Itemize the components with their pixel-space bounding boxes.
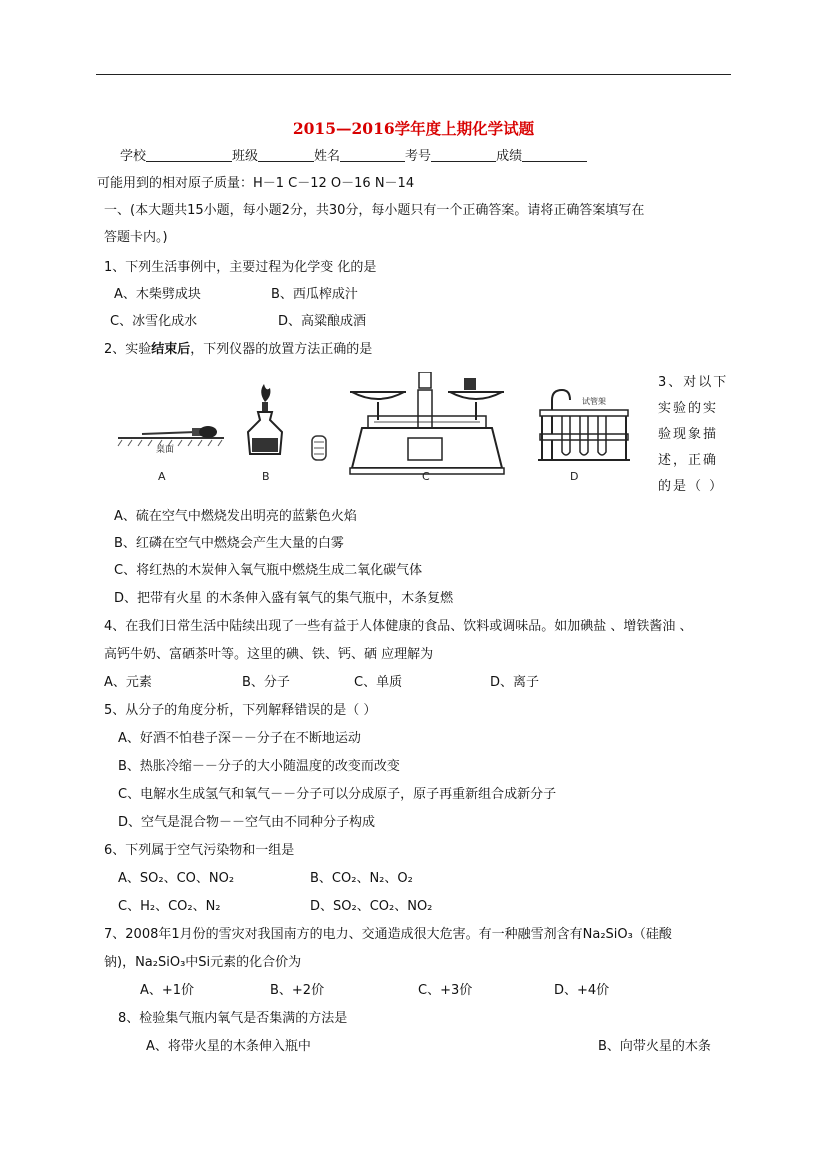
class-label: 班级 [232,149,259,164]
q4-option-c: C、单质 [354,675,403,690]
q5-option-b: B、热胀冷缩－－分子的大小随温度的改变而改变 [118,759,400,774]
fig-label-d: D [570,470,579,483]
header-rule [96,74,731,75]
q8-option-a: A、将带火星的木条伸入瓶中 [146,1039,311,1054]
q7-option-b: B、+2价 [270,983,325,998]
q7-stem-line2: 钠)，Na₂SiO₃中Si元素的化合价为 [104,955,302,970]
q4-option-a: A、元素 [104,675,152,690]
info-line [120,147,587,166]
q3-stem-line: 的是（ ） [658,479,725,494]
q5-option-c: C、电解水生成氢气和氧气－－分子可以分成原子，原子再重新组合成新分子 [118,787,557,802]
q3-option-c: C、将红热的木炭伸入氧气瓶中燃烧生成二氧化碳气体 [114,563,423,578]
q4-stem-line1: 4、在我们日常生活中陆续出现了一些有益于人体健康的食品、饮料或调味品。如加碘盐 、增铁酱油 、 [104,619,693,634]
exam-no-label: 考号 [405,149,432,164]
class-blank[interactable] [258,147,314,162]
atomic-mass-line: 可能用到的相对原子质量：H－1 C－12 O－16 N－14 [97,176,415,191]
q6-stem: 6、下列属于空气污染物和一组是 [104,843,295,858]
balance-illustration [350,372,504,483]
school-label: 学校 [120,149,147,164]
dropper-on-table-illustration [118,426,224,483]
q7-option-d: D、+4价 [554,983,610,998]
fig-label-a: A [158,470,166,483]
page-title: 2015—2016学年度上期化学试题 [292,119,535,138]
q1-stem: 1、下列生活事例中，主要过程为化学变 化的是 [104,260,377,275]
q7-option-a: A、+1价 [140,983,195,998]
q6-option-b: B、CO₂、N₂、O₂ [310,871,413,886]
section1-line1: 一、(本大题共15小题，每小题2分，共30分，每小题只有一个正确答案。请将正确答案填写在 [104,203,645,218]
q3-stem-line: 3、对以下 [658,375,729,390]
rack-text: 试管架 [582,397,606,406]
q1-option-b: B、西瓜榨成汁 [271,287,358,302]
school-blank[interactable] [146,147,232,162]
q3-option-d: D、把带有火星 的木条伸入盛有氧气的集气瓶中，木条复燃 [114,591,454,606]
q5-stem: 5、从分子的角度分析，下列解释错误的是（ ） [104,703,377,718]
q5-option-a: A、好酒不怕巷子深－－分子在不断地运动 [118,731,361,746]
q3-stem [658,370,738,500]
q2-stem-post: ，下列仪器的放置方法正确的是 [190,342,373,357]
test-tube-rack-illustration [538,390,630,483]
name-blank[interactable] [340,147,405,162]
q1-option-a: A、木柴劈成块 [114,287,201,302]
q3-option-a: A、硫在空气中燃烧发出明亮的蓝紫色火焰 [114,509,357,524]
alcohol-lamp-illustration [248,384,326,483]
q2-stem [104,341,372,359]
q2-apparatus-figure [112,372,652,490]
q6-option-a: A、SO₂、CO、NO₂ [118,871,235,886]
q3-option-b: B、红磷在空气中燃烧会产生大量的白雾 [114,536,344,551]
fig-label-c: C [422,470,430,483]
score-blank[interactable] [522,147,587,162]
exam-no-blank[interactable] [431,147,496,162]
q1-option-d: D、高粱酿成酒 [278,314,367,329]
q4-option-b: B、分子 [242,675,290,690]
q2-stem-bold: 结束后 [151,342,191,357]
q5-option-d: D、空气是混合物－－空气由不同种分子构成 [118,815,376,830]
q8-option-b: B、向带火星的木条 [598,1039,711,1054]
q3-stem-line: 验现象描 [658,427,719,442]
table-text: 桌面 [156,445,175,455]
q3-stem-line: 实验的实 [658,401,719,416]
section1-line2: 答题卡内。) [104,230,168,245]
name-label: 姓名 [314,149,341,164]
q3-stem-line: 述，正确 [658,453,719,468]
q6-option-d: D、SO₂、CO₂、NO₂ [310,899,433,914]
q4-stem-line2: 高钙牛奶、富硒茶叶等。这里的碘、铁、钙、硒 应理解为 [104,647,434,662]
fig-label-b: B [262,470,270,483]
q8-stem: 8、检验集气瓶内氧气是否集满的方法是 [118,1011,348,1026]
q6-option-c: C、H₂、CO₂、N₂ [118,899,221,914]
q7-option-c: C、+3价 [418,983,473,998]
q4-option-d: D、离子 [490,675,540,690]
q1-option-c: C、冰雪化成水 [110,314,198,329]
q7-stem-line1: 7、2008年1月份的雪灾对我国南方的电力、交通造成很大危害。有一种融雪剂含有Na₂SiO₃（硅酸 [104,927,672,942]
q2-stem-pre: 2、实验 [104,342,152,357]
score-label: 成绩 [496,149,523,164]
